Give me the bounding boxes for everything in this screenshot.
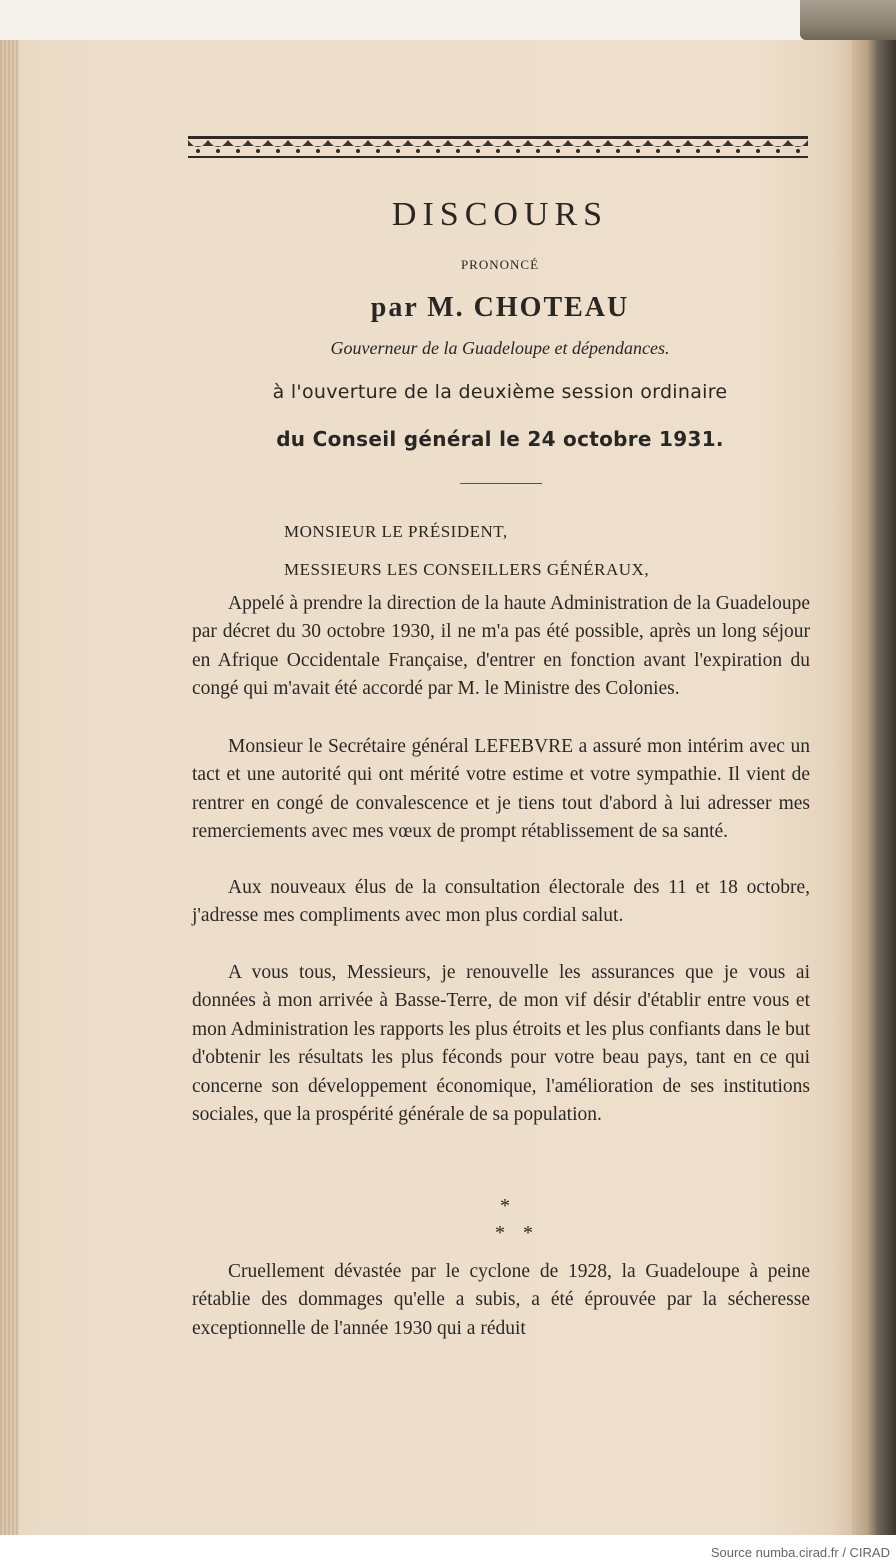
scan-background-top [0,0,896,45]
pronounced-label: PRONONCÉ [460,257,540,272]
occasion-line-2: du Conseil général le 24 octobre 1931. [276,427,724,451]
separator-stars-bottom: ** [495,1222,551,1244]
salutation-president: MONSIEUR LE PRÉSIDENT, [284,522,508,541]
book-spine-shadow [852,40,896,1535]
paragraph-3: Aux nouveaux élus de la consultation électorale des 11 et 18 octobre, j'adresse mes compliments avec mon plus cordial salut. [192,877,810,927]
divider-rule [460,483,542,484]
speaker-name: par M. CHOTEAU [370,292,630,323]
speaker-role: Gouverneur de la Guadeloupe et dépendances. [330,338,670,358]
book-cover-edge [800,0,896,40]
salutation-councillors: MESSIEURS LES CONSEILLERS GÉNÉRAUX, [284,560,650,579]
paragraph-1: Appelé à prendre la direction de la haute Administration de la Guadeloupe par décret du 30 octobre 1930, il ne m'a pas été possible, après un long séjour en Afrique Occidentale Française, d'entrer en fonction avant l'expiration du congé qui m'avait été accordé par M. le Ministre des Colonies. [192,593,810,700]
separator-star-top: * [500,1195,510,1217]
source-credit: Source numba.cirad.fr / CIRAD [710,1545,890,1560]
paragraph-5: Cruellement dévastée par le cyclone de 1928, la Guadeloupe à peine rétablie des dommages qu'elle a subis, a été éprouvée par la sécheresse exceptionnelle de l'année 1930 qui a réduit [192,1261,810,1339]
document-title: DISCOURS [391,196,609,233]
page-stack-edge [0,40,18,1535]
paragraph-4: A vous tous, Messieurs, je renouvelle les assurances que je vous ai données à mon arrivée à Basse-Terre, de mon vif désir d'établir entre vous et mon Administration les rapports les plus étroits et les plus confiants dans le but d'obtenir les résultats les plus féconds pour votre beau pays, tant en ce qui concerne son développement économique, l'amélioration de ses institutions sociales, que la prospérité générale de sa population. [192,962,810,1126]
occasion-line-1: à l'ouverture de la deuxième session ordinaire [272,381,728,403]
paragraph-2: Monsieur le Secrétaire général LEFEBVRE a assuré mon intérim avec un tact et une autorité qui ont mérité votre estime et votre sympathie. Il vient de rentrer en congé de convalescence et je tiens tout d'abord à lui adresser mes remerciements avec mes vœux de prompt rétablissement de sa santé. [192,736,810,843]
decorative-ornament-border [188,134,808,164]
